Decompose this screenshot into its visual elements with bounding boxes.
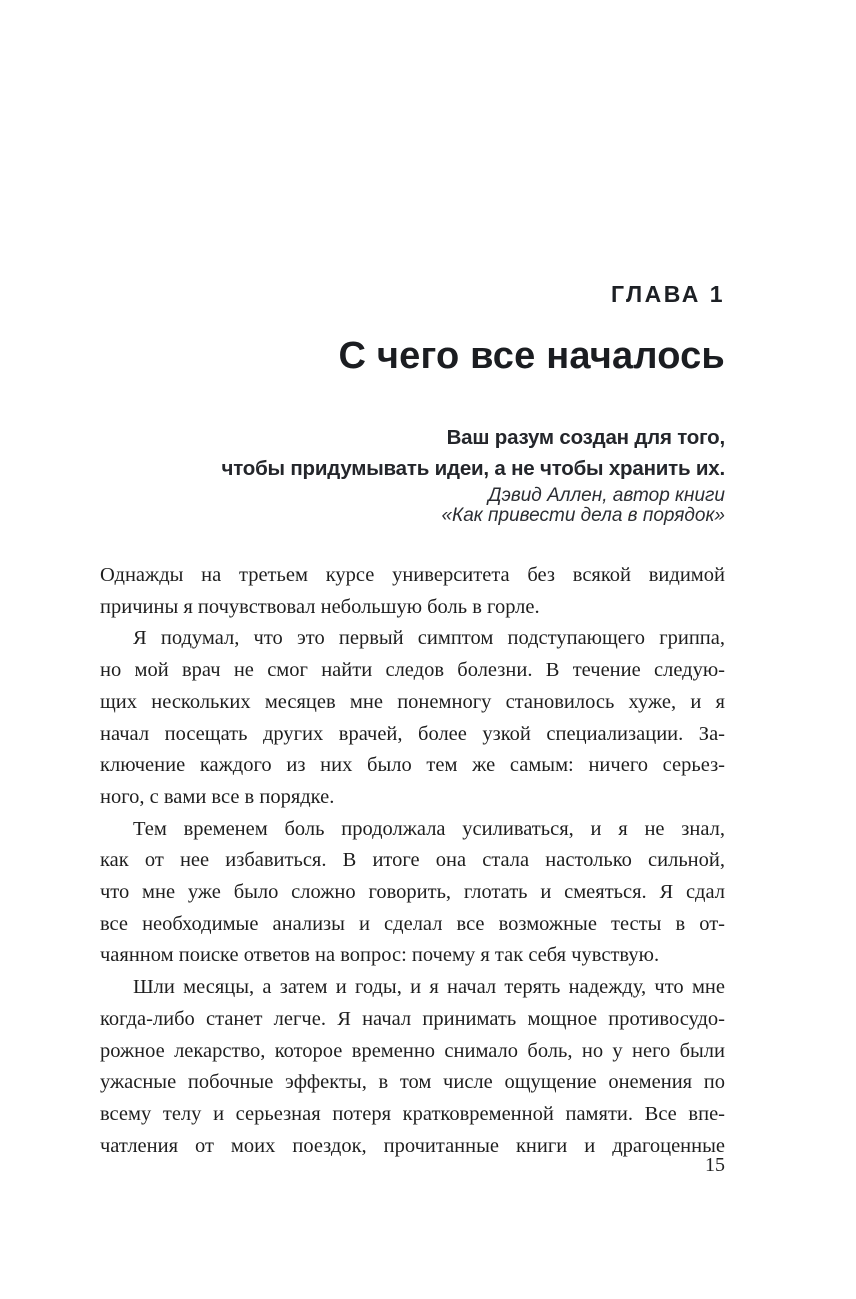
page-number: 15	[705, 1154, 725, 1176]
epigraph-quote-line: чтобы придумывать идеи, а не чтобы хранить их.	[221, 457, 725, 480]
body-line: но мой врач не смог найти следов болезни. В течение следую-	[100, 659, 725, 682]
body-line: ного, с вами все в порядке.	[100, 785, 335, 808]
body-line: Однажды на третьем курсе университета без всякой видимой	[100, 564, 725, 586]
body-text	[100, 560, 725, 1162]
epigraph-quote	[100, 422, 725, 484]
body-line: все необходимые анализы и сделал все возможные тесты в от-	[100, 912, 725, 935]
body-line: щих нескольких месяцев мне понемногу становилось хуже, и я	[100, 690, 725, 713]
body-line: что мне уже было сложно говорить, глотать и смеяться. Я сдал	[100, 881, 725, 904]
epigraph	[100, 422, 725, 526]
chapter-label: ГЛАВА 1	[611, 281, 725, 307]
epigraph-quote-line: Ваш разум создан для того,	[446, 426, 725, 449]
chapter-title: С чего все началось	[338, 335, 725, 377]
body-line: ужасные побочные эффекты, в том числе ощущение онемения по	[100, 1071, 725, 1094]
body-line: всему телу и серьезная потеря кратковременной памяти. Все впе-	[100, 1102, 725, 1125]
body-line: ключение каждого из них было тем же самым: ничего серьез-	[100, 754, 725, 777]
body-line: когда-либо станет легче. Я начал принимать мощное противосудо-	[100, 1007, 725, 1030]
epigraph-attribution-line: Дэвид Аллен, автор книги	[488, 485, 725, 506]
body-line: причины я почувствовал небольшую боль в горле.	[100, 595, 540, 618]
body-line: Шли месяцы, а затем и годы, и я начал терять надежду, что мне	[133, 976, 725, 999]
body-line: начал посещать других врачей, более узкой специализации. За-	[100, 722, 725, 745]
epigraph-attribution-line: «Как привести дела в порядок»	[441, 505, 725, 526]
body-line: Тем временем боль продолжала усиливаться, и я не знал,	[133, 817, 725, 840]
body-line: как от нее избавиться. В итоге она стала настолько сильной,	[100, 849, 725, 872]
body-line: рожное лекарство, которое временно снимало боль, но у него были	[100, 1039, 725, 1062]
body-line: чаянном поиске ответов на вопрос: почему я так себя чувствую.	[100, 944, 660, 967]
body-line: чатления от моих поездок, прочитанные книги и драгоценные	[100, 1134, 725, 1157]
epigraph-attribution	[100, 486, 725, 526]
body-line: Я подумал, что это первый симптом подступающего гриппа,	[133, 627, 725, 650]
